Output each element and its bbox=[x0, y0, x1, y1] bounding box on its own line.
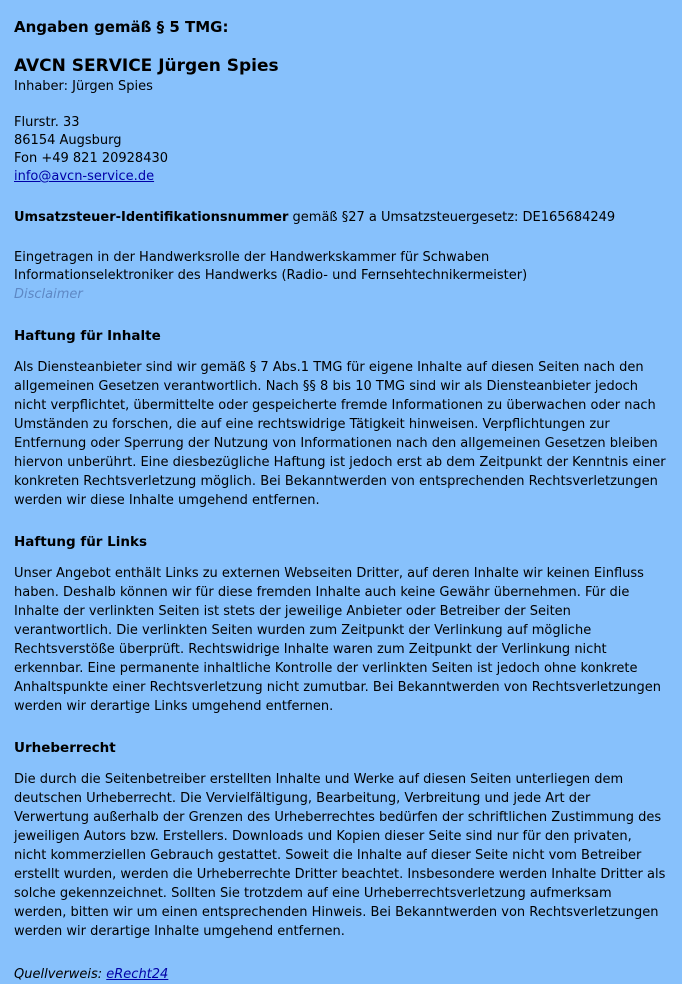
registration-block bbox=[14, 249, 668, 304]
company-name: AVCN SERVICE Jürgen Spies bbox=[14, 56, 279, 76]
address-street: Flurstr. 33 bbox=[14, 115, 80, 130]
vat-line bbox=[14, 208, 668, 227]
address-block bbox=[14, 114, 668, 186]
section-haftung-links bbox=[14, 533, 668, 716]
vat-text: gemäß §27 a Umsatzsteuergesetz: DE165684249 bbox=[288, 210, 616, 225]
registration-line: Eingetragen in der Handwerksrolle der Handwerkskammer für Schwaben bbox=[14, 250, 490, 265]
erecht24-link[interactable]: eRecht24 bbox=[106, 967, 169, 982]
section-heading: Urheberrecht bbox=[14, 740, 116, 756]
company-owner: Inhaber: Jürgen Spies bbox=[14, 79, 153, 94]
section-body: Die durch die Seitenbetreiber erstellten Inhalte und Werke auf diesen Seiten unterliegen dem deutschen Urheberrecht. Die Vervielfältigung, Bearbeitung, Verbreitung und jede Art der Verwertung außerhalb der Grenzen des Urheberrechtes bedürfen der schriftlichen Zustimmung des jeweiligen Autors bzw. Erstellers. Downloads und Kopien dieser Seite sind nur für den privaten, nicht kommerziellen Gebrauch gestattet. Soweit die Inhalte auf dieser Seite nicht vom Betreiber erstellt wurden, werden die Urheberrechte Dritter beachtet. Insbesondere werden Inhalte Dritter als solche gekennzeichnet. Sollten Sie trotzdem auf eine Urheberrechtsverletzung aufmerksam werden, bitten wir um einen entsprechenden Hinweis. Bei Bekanntwerden von Rechtsverletzungen werden wir derartige Inhalte umgehend entfernen. bbox=[14, 772, 666, 939]
registration-line: Informationselektroniker des Handwerks (Radio- und Fernsehtechnikermeister) bbox=[14, 268, 528, 283]
source-label: Quellverweis: bbox=[14, 967, 107, 982]
vat-label: Umsatzsteuer-Identifikationsnummer bbox=[14, 210, 289, 225]
source-line bbox=[14, 965, 668, 984]
section-body: Unser Angebot enthält Links zu externen Webseiten Dritter, auf deren Inhalte wir keinen Einfluss haben. Deshalb können wir für diese fremden Inhalte auch keine Gewähr übernehmen. Für die Inhalte der verlinkten Seiten ist stets der jeweilige Anbieter oder Betreiber der Seiten verantwortlich. Die verlinkten Seiten wurden zum Zeitpunkt der Verlinkung auf mögliche Rechtsverstöße überprüft. Rechtswidrige Inhalte waren zum Zeitpunkt der Verlinkung nicht erkennbar. Eine permanente inhaltliche Kontrolle der verlinkten Seiten ist jedoch ohne konkrete Anhaltspunkte einer Rechtsverletzung nicht zumutbar. Bei Bekanntwerden von Rechtsverletzungen werden wir derartige Links umgehend entfernen. bbox=[14, 566, 661, 714]
address-city: 86154 Augsburg bbox=[14, 133, 122, 148]
section-haftung-inhalte bbox=[14, 327, 668, 510]
section-body: Als Diensteanbieter sind wir gemäß § 7 Abs.1 TMG für eigene Inhalte auf diesen Seiten nach den allgemeinen Gesetzen verantwortlich. Nach §§ 8 bis 10 TMG sind wir als Diensteanbieter jedoch nicht verpflichtet, übermittelte oder gespeicherte fremde Informationen zu überwachen oder nach Umständen zu forschen, die auf eine rechtswidrige Tätigkeit hinweisen. Verpflichtungen zur Entfernung oder Sperrung der Nutzung von Informationen nach den allgemeinen Gesetzen bleiben hiervon unberührt. Eine diesbezügliche Haftung ist jedoch erst ab dem Zeitpunkt der Kenntnis einer konkreten Rechtsverletzung möglich. Bei Bekanntwerden von entsprechenden Rechtsverletzungen werden wir diese Inhalte umgehend entfernen. bbox=[14, 360, 666, 508]
page-title: Angaben gemäß § 5 TMG: bbox=[14, 18, 229, 36]
phone-number: Fon +49 821 20928430 bbox=[14, 151, 169, 166]
email-link[interactable]: info@avcn-service.de bbox=[14, 169, 155, 184]
company-block bbox=[14, 56, 668, 96]
disclaimer-label: Disclaimer bbox=[14, 287, 83, 302]
section-heading: Haftung für Inhalte bbox=[14, 328, 161, 344]
section-urheberrecht bbox=[14, 739, 668, 941]
section-heading: Haftung für Links bbox=[14, 534, 148, 550]
